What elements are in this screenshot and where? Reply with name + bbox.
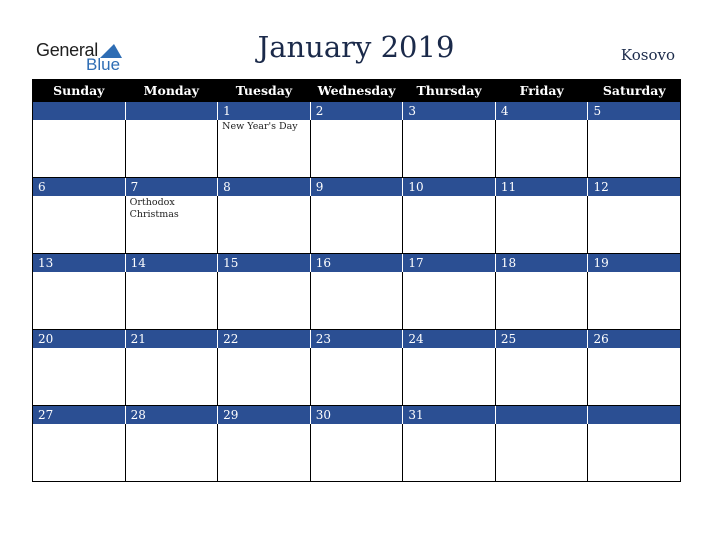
day-cell-event <box>311 272 404 330</box>
day-number: 29 <box>218 406 311 424</box>
calendar-week <box>33 406 681 482</box>
day-number: 27 <box>33 406 126 424</box>
day-cell-event <box>496 196 589 254</box>
day-cell-event <box>33 348 126 406</box>
day-cell-event <box>588 272 681 330</box>
day-number: 19 <box>588 254 681 272</box>
day-number <box>33 102 126 120</box>
weekday-sunday: Sunday <box>33 80 126 102</box>
day-number: 26 <box>588 330 681 348</box>
day-number-row <box>33 406 681 424</box>
day-cell-event: Orthodox Christmas <box>126 196 219 254</box>
day-number: 10 <box>403 178 496 196</box>
day-number: 24 <box>403 330 496 348</box>
day-cell-event <box>588 120 681 178</box>
day-number: 21 <box>126 330 219 348</box>
day-number: 3 <box>403 102 496 120</box>
day-body-row <box>33 272 681 330</box>
day-cell-event <box>33 196 126 254</box>
day-cell-event <box>496 272 589 330</box>
day-cell-event <box>126 272 219 330</box>
day-cell-event <box>218 272 311 330</box>
day-number: 13 <box>33 254 126 272</box>
day-cell-event <box>403 120 496 178</box>
day-number: 18 <box>496 254 589 272</box>
day-cell-event <box>588 424 681 482</box>
day-body-row <box>33 120 681 178</box>
day-cell-event <box>33 424 126 482</box>
day-number: 2 <box>311 102 404 120</box>
day-number: 30 <box>311 406 404 424</box>
day-number: 14 <box>126 254 219 272</box>
day-number: 12 <box>588 178 681 196</box>
day-cell-event <box>126 120 219 178</box>
day-number-row <box>33 254 681 272</box>
calendar-country: Kosovo <box>620 46 675 64</box>
day-number: 7 <box>126 178 219 196</box>
day-number: 8 <box>218 178 311 196</box>
day-cell-event <box>33 120 126 178</box>
calendar-title: January 2019 <box>257 30 455 64</box>
day-number: 25 <box>496 330 589 348</box>
day-cell-event: New Year's Day <box>218 120 311 178</box>
day-cell-event <box>588 348 681 406</box>
day-cell-event <box>403 424 496 482</box>
day-number: 31 <box>403 406 496 424</box>
day-body-row <box>33 424 681 482</box>
day-cell-event <box>311 348 404 406</box>
brand-general: General <box>36 40 98 60</box>
day-number: 4 <box>496 102 589 120</box>
day-number: 1 <box>218 102 311 120</box>
day-cell-event <box>311 120 404 178</box>
day-number-row <box>33 330 681 348</box>
weekday-monday: Monday <box>126 80 219 102</box>
day-cell-event <box>126 424 219 482</box>
day-number: 6 <box>33 178 126 196</box>
calendar-grid <box>32 79 681 482</box>
weekday-friday: Friday <box>496 80 589 102</box>
day-cell-event <box>218 424 311 482</box>
day-number-row <box>33 102 681 120</box>
day-number: 11 <box>496 178 589 196</box>
day-cell-event <box>496 424 589 482</box>
day-number: 20 <box>33 330 126 348</box>
day-cell-event <box>588 196 681 254</box>
weekday-tuesday: Tuesday <box>218 80 311 102</box>
weekday-header <box>33 80 681 102</box>
weekday-saturday: Saturday <box>588 80 681 102</box>
day-cell-event <box>403 272 496 330</box>
calendar-week <box>33 102 681 178</box>
calendar-week <box>33 330 681 406</box>
day-number-row <box>33 178 681 196</box>
day-number <box>588 406 681 424</box>
calendar-week <box>33 254 681 330</box>
day-number: 16 <box>311 254 404 272</box>
day-number: 15 <box>218 254 311 272</box>
day-cell-event <box>218 348 311 406</box>
day-number: 17 <box>403 254 496 272</box>
day-cell-event <box>311 424 404 482</box>
day-number: 5 <box>588 102 681 120</box>
day-cell-event <box>496 120 589 178</box>
day-cell-event <box>33 272 126 330</box>
weekday-thursday: Thursday <box>403 80 496 102</box>
day-cell-event <box>403 348 496 406</box>
weekday-wednesday: Wednesday <box>311 80 404 102</box>
brand-blue: Blue <box>86 55 121 74</box>
day-body-row <box>33 348 681 406</box>
day-body-row <box>33 196 681 254</box>
day-number: 28 <box>126 406 219 424</box>
day-number: 23 <box>311 330 404 348</box>
day-cell-event <box>496 348 589 406</box>
day-cell-event <box>403 196 496 254</box>
day-number: 9 <box>311 178 404 196</box>
day-number: 22 <box>218 330 311 348</box>
calendar-week <box>33 178 681 254</box>
day-cell-event <box>126 348 219 406</box>
day-cell-event <box>218 196 311 254</box>
day-cell-event <box>311 196 404 254</box>
day-number <box>126 102 219 120</box>
day-number <box>496 406 589 424</box>
